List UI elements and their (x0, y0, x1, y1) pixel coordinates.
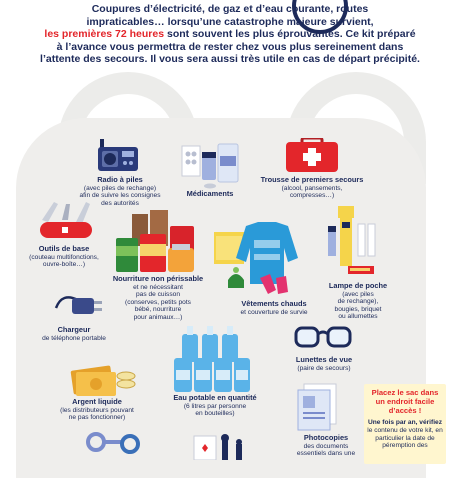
radio-title: Radio à piles (97, 175, 143, 184)
charger-title: Chargeur (57, 325, 91, 334)
clothes-desc: et couverture de survie (240, 308, 308, 316)
cash-desc: (les distributeurs pouvant ne pas fonctionner) (60, 406, 134, 422)
clothes-label (224, 300, 324, 316)
tools-title: Outils de base (38, 244, 90, 253)
medicine-icon (180, 140, 242, 190)
charger-icon (52, 288, 104, 324)
glasses-label (282, 356, 366, 372)
cash-title: Argent liquide (72, 397, 122, 406)
food-desc: et ne nécessitant pas de cuisson (conserves, petits pots bébé, nourriture pour animaux…) (125, 283, 191, 321)
flashlight-label (318, 282, 398, 321)
flashlight-title: Lampe de poche (328, 281, 388, 290)
flashlight-icon (322, 202, 382, 280)
warm-clothes-icon (214, 218, 306, 298)
side-note-body-bold: Une fois par an, vérifiez (367, 419, 443, 426)
intro-text (0, 0, 460, 65)
water-title: Eau potable en quantité (173, 393, 257, 402)
medicine-label (170, 190, 250, 199)
food-cans-icon (114, 208, 198, 276)
glasses-icon (292, 322, 354, 352)
radio-icon (96, 137, 140, 173)
charger-label (24, 326, 124, 342)
intro-line-1: Coupures d’électricité, de gaz et d’eau courante, routes (91, 3, 369, 15)
food-label (108, 275, 208, 322)
intro-line-4: à l’avance vous permettra de rester chez vous plus sereinement dans (56, 40, 404, 53)
side-note-body (364, 415, 446, 450)
documents-desc: des documents essentiels dans une (296, 442, 356, 458)
glasses-title: Lunettes de vue (295, 355, 353, 364)
intro-line-3 (0, 28, 460, 41)
documents-title: Photocopies (303, 433, 349, 442)
games-icon (192, 430, 262, 460)
cash-label (42, 398, 152, 422)
charger-desc: de téléphone portable (42, 334, 106, 342)
tools-label (14, 245, 114, 269)
multitool-icon (36, 200, 96, 248)
side-note-body-rest: le contenu de votre kit, en particulier la date de péremption des (367, 426, 443, 450)
intro-line-2: impraticables… lorsqu’une catastrophe majeure survient, (86, 15, 374, 28)
radio-desc: (avec piles de rechange) afin de suivre les consignes des autorités (79, 184, 161, 207)
first-aid-desc: (alcool, pansements, compresses…) (281, 184, 343, 200)
water-bottles-icon (170, 322, 252, 394)
medicine-title: Médicaments (186, 189, 234, 198)
documents-label (286, 434, 366, 458)
side-note (364, 384, 446, 464)
first-aid-label (254, 176, 370, 200)
food-title: Nourriture non périssable (112, 274, 204, 283)
first-aid-title: Trousse de premiers secours (260, 175, 364, 184)
intro-line-3-rest: sont souvent les plus éprouvantes. Ce kit préparé (164, 28, 416, 40)
intro-line-5: l’attente des secours. Il vous sera aussi très utile en cas de départ précipité. (40, 53, 420, 65)
side-note-title: Placez le sac dans un endroit facile d’accès ! (371, 388, 439, 415)
keys-icon (84, 428, 144, 460)
intro-highlight: les premières 72 heures (44, 28, 165, 40)
clothes-title: Vêtements chauds (241, 299, 307, 308)
cash-icon (70, 362, 142, 398)
glasses-desc: (paire de secours) (297, 364, 351, 372)
documents-icon (294, 382, 340, 432)
water-label (160, 394, 270, 418)
first-aid-kit-icon (284, 138, 340, 174)
tools-desc: (couteau multifonctions, ouvre-boîte…) (29, 253, 99, 269)
flashlight-desc: (avec piles de rechange), bougies, briquet ou allumettes (334, 290, 382, 321)
water-desc: (6 litres par personne en bouteilles) (183, 402, 247, 418)
